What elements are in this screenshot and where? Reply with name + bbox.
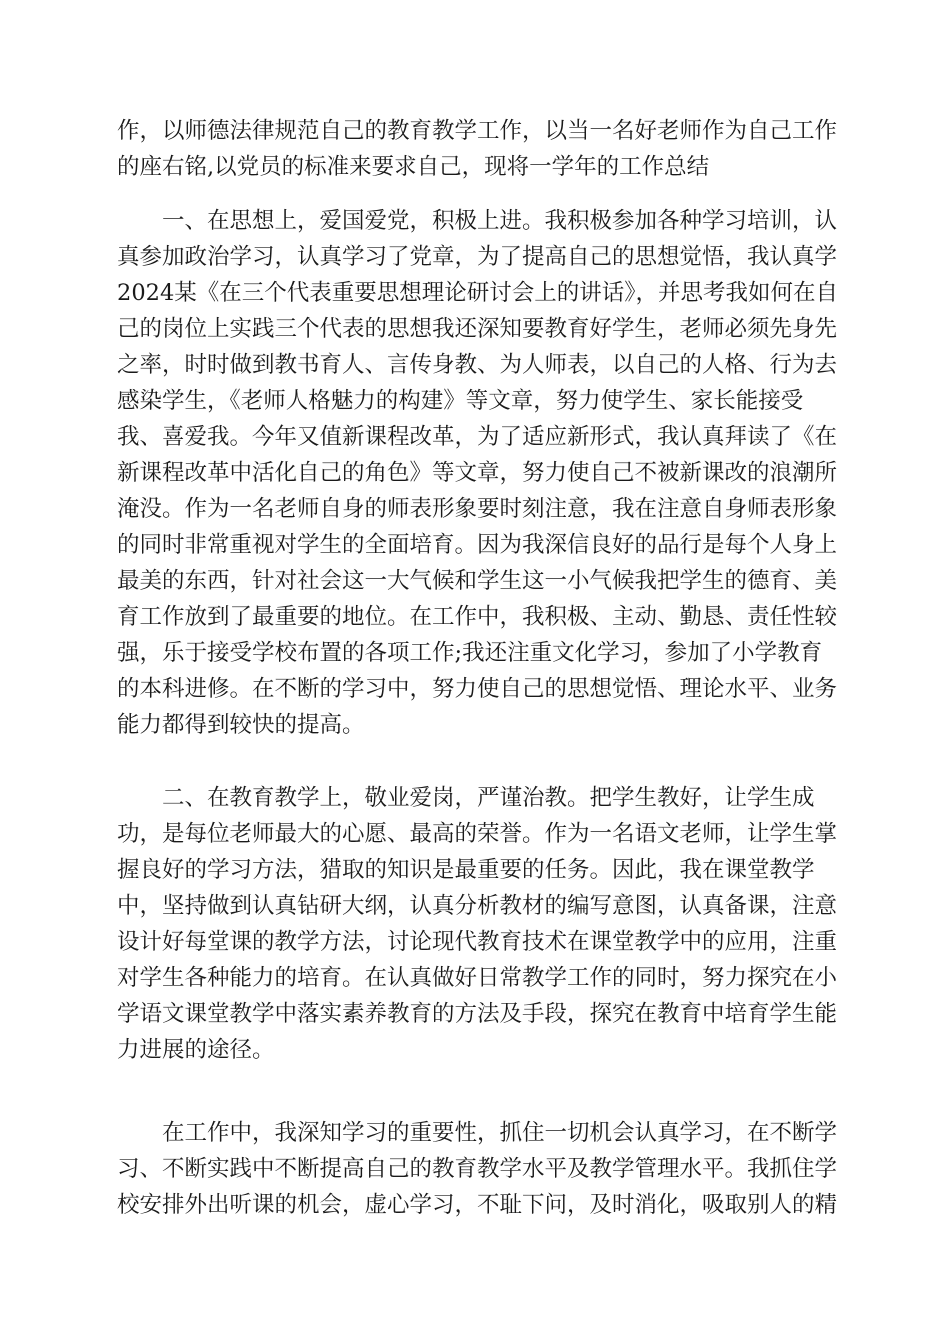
line-text: 学语文课堂教学中落实素养教育的方法及手段，探究在教育中培育学生能 (117, 1001, 838, 1027)
line-text: 设计好每堂课的教学方法，讨论现代教育技术在课堂教学中的应用，注重 (117, 929, 838, 955)
line-text: 最美的东西，针对社会这一大气候和学生这一小气候我把学生的德育、美 (117, 568, 838, 594)
paragraph-line (0, 204, 950, 238)
paragraph-line (0, 1116, 950, 1150)
paragraph-line (0, 925, 950, 959)
paragraph-line (0, 276, 950, 310)
paragraph-line (0, 600, 950, 634)
line-text: 的座右铭,以党员的标准来要求自己，现将一学年的工作总结 (117, 154, 710, 180)
line-text: 作，以师德法律规范自己的教育教学工作，以当一名好老师作为自己工作 (117, 118, 838, 144)
line-text: 强，乐于接受学校布置的各项工作;我还注重文化学习，参加了小学教育 (117, 640, 823, 666)
line-text: 校安排外出听课的机会，虚心学习，不耻下问，及时消化，吸取别人的精 (117, 1192, 838, 1218)
paragraph-line (0, 312, 950, 346)
paragraph-line (0, 889, 950, 923)
paragraph-line (0, 528, 950, 562)
line-text: 的同时非常重视对学生的全面培育。因为我深信良好的品行是每个人身上 (117, 532, 838, 558)
paragraph-line (0, 817, 950, 851)
paragraph-line (0, 708, 950, 742)
paragraph-line (0, 1152, 950, 1186)
line-text: 功，是每位老师最大的心愿、最高的荣誉。作为一名语文老师，让学生掌 (117, 821, 838, 847)
paragraph-line (0, 636, 950, 670)
line-text: 握良好的学习方法，猎取的知识是最重要的任务。因此，我在课堂教学 (117, 857, 815, 883)
paragraph-line (0, 1188, 950, 1222)
paragraph-line (0, 420, 950, 454)
line-text: 新课程改革中活化自己的角色》等文章，努力使自己不被新课改的浪潮所 (117, 460, 838, 486)
line-text: 我、喜爱我。今年又值新课程改革，为了适应新形式，我认真拜读了《在 (117, 424, 838, 450)
paragraph-line (0, 348, 950, 382)
paragraph-line (0, 492, 950, 526)
paragraph-line (0, 114, 950, 148)
line-text: 对学生各种能力的培育。在认真做好日常教学工作的同时，努力探究在小 (117, 965, 838, 991)
paragraph-line (0, 240, 950, 274)
line-text: 真参加政治学习，认真学习了党章，为了提高自己的思想觉悟，我认真学 (117, 244, 838, 270)
line-text: 能力都得到较快的提高。 (117, 712, 365, 738)
paragraph-line (0, 672, 950, 706)
paragraph-line (0, 456, 950, 490)
paragraph-line (0, 150, 950, 184)
line-text: 淹没。作为一名老师自身的师表形象要时刻注意，我在注意自身师表形象 (117, 496, 838, 522)
paragraph-line (0, 1033, 950, 1067)
line-text: 2024某《在三个代表重要思想理论研讨会上的讲话》，并思考我如何在自 (117, 280, 839, 306)
paragraph-line (0, 853, 950, 887)
line-text: 感染学生，《老师人格魅力的构建》等文章，努力使学生、家长能接受 (117, 388, 804, 414)
paragraph-line (0, 961, 950, 995)
line-text: 在工作中，我深知学习的重要性，抓住一切机会认真学习，在不断学 (162, 1120, 838, 1146)
line-text: 二、在教育教学上，敬业爱岗，严谨治教。把学生教好，让学生成 (162, 785, 815, 811)
line-text: 习、不断实践中不断提高自己的教育教学水平及教学管理水平。我抓住学 (117, 1156, 838, 1182)
line-text: 之率，时时做到教书育人、言传身教、为人师表，以自己的人格、行为去 (117, 352, 838, 378)
line-text: 己的岗位上实践三个代表的思想我还深知要教育好学生，老师必须先身先 (117, 316, 838, 342)
paragraph-line (0, 564, 950, 598)
line-text: 育工作放到了最重要的地位。在工作中，我积极、主动、勤恳、责任性较 (117, 604, 838, 630)
line-text: 的本科进修。在不断的学习中，努力使自己的思想觉悟、理论水平、业务 (117, 676, 838, 702)
line-text: 力进展的途径。 (117, 1037, 275, 1063)
paragraph-line (0, 384, 950, 418)
paragraph-line (0, 781, 950, 815)
line-text: 中，坚持做到认真钻研大纲，认真分析教材的编写意图，认真备课，注意 (117, 893, 838, 919)
line-text: 一、在思想上，爱国爱党，积极上进。我积极参加各种学习培训，认 (162, 208, 838, 234)
paragraph-line (0, 997, 950, 1031)
